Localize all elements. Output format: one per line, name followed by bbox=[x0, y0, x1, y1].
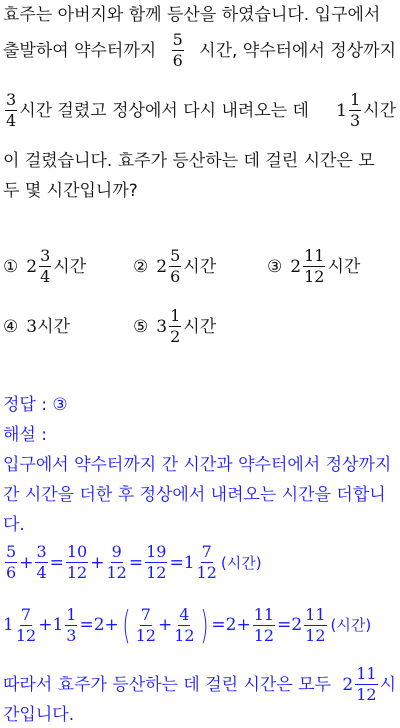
equation-2: 1 $\frac{7}{12}$ + 1 $\frac{1}{3}$ = 2 + ( $\frac{7}{12}$ + $\frac{4}{12}$ ) = 2 + $\frac{11}{12}$ = 2 $\frac{11}{12}$ (시간) bbox=[3, 603, 372, 647]
fraction-5-6: $\frac{5}{6}$ bbox=[172, 30, 183, 70]
final-line-1: 따라서 효주가 등산하는 데 걸린 시간은 모두 2 $\frac{11}{12}$ 시 bbox=[3, 664, 396, 704]
explanation-line-3: 다. bbox=[3, 515, 25, 535]
question-line-1: 효주는 아버지와 함께 등산을 하였습니다. 입구에서 bbox=[3, 5, 381, 25]
fraction-3-4: $\frac{3}{4}$ bbox=[6, 90, 17, 130]
explanation-label: 해설 : bbox=[3, 425, 47, 445]
option-2[interactable]: ② 2 $\frac{5}{6}$ 시간 bbox=[133, 246, 217, 286]
option-3[interactable]: ③ 2 $\frac{11}{12}$ 시간 bbox=[267, 246, 361, 286]
option-1[interactable]: ① 2 $\frac{3}{4}$ 시간 bbox=[3, 246, 87, 286]
fraction-1-3: $\frac{1}{3}$ bbox=[349, 90, 361, 130]
option-4[interactable]: ④ 3 시간 bbox=[3, 317, 70, 337]
question-line-4: 이 걸렸습니다. 효주가 등산하는 데 걸린 시간은 모 bbox=[3, 151, 375, 171]
equation-1: $\frac{5}{6}$ + $\frac{3}{4}$ = $\frac{10}{12}$ + $\frac{9}{12}$ = $\frac{19}{12}$ = 1 $\frac{7}{12}$ (시간) bbox=[6, 542, 262, 582]
answer-label: 정답 : ③ bbox=[3, 395, 68, 415]
explanation-line-1: 입구에서 약수터까지 간 시간과 약수터에서 정상까지 bbox=[3, 455, 392, 475]
question-line-3: $\frac{3}{4}$ 시간 걸렸고 정상에서 다시 내려오는 데 1 $\frac{1}{3}$ 시간 bbox=[6, 90, 396, 130]
question-line-5: 두 몇 시간입니까? bbox=[3, 181, 138, 201]
final-line-2: 간입니다. bbox=[3, 705, 75, 725]
explanation-line-2: 간 시간을 더한 후 정상에서 내려오는 시간을 더합니 bbox=[3, 485, 386, 505]
question-line-2: 출발하여 약수터까지 $\frac{5}{6}$ 시간, 약수터에서 정상까지 bbox=[3, 30, 396, 70]
option-5[interactable]: ⑤ 3 $\frac{1}{2}$ 시간 bbox=[133, 306, 217, 346]
